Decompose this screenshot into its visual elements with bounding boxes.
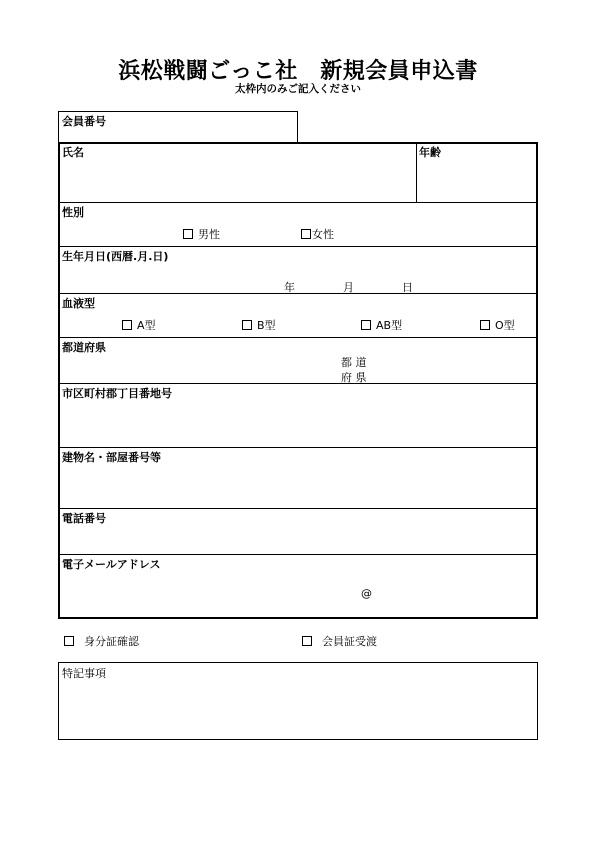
phone-field[interactable]: [60, 524, 536, 553]
city-label: 市区町村郡丁目番地号: [62, 387, 172, 400]
form-title: 浜松戦闘ごっこ社 新規会員申込書: [118, 59, 478, 84]
card-handover-option[interactable]: 会員証受渡: [302, 633, 377, 649]
building-label: 建物名・部屋番号等: [62, 451, 161, 464]
city-field[interactable]: [60, 399, 536, 446]
name-field[interactable]: [60, 144, 415, 201]
birthdate-field[interactable]: [60, 262, 536, 292]
row-divider: [59, 246, 537, 247]
prefecture-field[interactable]: [60, 352, 340, 382]
prefecture-label: 都道府県: [62, 341, 106, 354]
row-divider: [59, 293, 537, 294]
row-divider: [59, 337, 537, 338]
blood-type-o-option[interactable]: O型: [480, 317, 515, 333]
name-label: 氏名: [62, 146, 84, 159]
row-divider: [59, 508, 537, 509]
blood-type-b-option[interactable]: B型: [242, 317, 276, 333]
birthdate-day-unit: 日: [402, 281, 413, 294]
email-at-sign: @: [361, 587, 372, 600]
member-number-label: 会員番号: [62, 115, 106, 128]
checkbox-icon: [242, 320, 252, 330]
prefecture-suffix-line2: 府 県: [341, 371, 367, 384]
row-divider: [59, 202, 537, 203]
birthdate-year-unit: 年: [284, 281, 295, 294]
notes-label: 特記事項: [62, 667, 106, 680]
blood-type-a-option[interactable]: A型: [122, 317, 156, 333]
checkbox-icon: [122, 320, 132, 330]
building-field[interactable]: [60, 463, 536, 507]
gender-male-option[interactable]: 男性: [183, 226, 220, 242]
birthdate-month-unit: 月: [343, 281, 354, 294]
phone-label: 電話番号: [62, 512, 106, 525]
birthdate-label: 生年月日(西暦.月.日): [62, 250, 169, 263]
checkbox-icon: [361, 320, 371, 330]
checkbox-icon: [301, 229, 311, 239]
checkbox-icon: [183, 229, 193, 239]
blood-type-ab-option[interactable]: AB型: [361, 317, 402, 333]
checkbox-icon: [64, 636, 74, 646]
notes-box[interactable]: [58, 662, 538, 740]
row-divider: [59, 447, 537, 448]
email-field[interactable]: [60, 572, 536, 617]
age-label: 年齢: [419, 146, 441, 159]
name-age-divider: [416, 143, 417, 202]
gender-female-option[interactable]: 女性: [301, 226, 334, 242]
prefecture-suffix-line1: 都 道: [341, 356, 367, 369]
form-subtitle: 太枠内のみご記入ください: [235, 83, 361, 95]
blood-type-label: 血液型: [62, 297, 95, 310]
checkbox-icon: [480, 320, 490, 330]
checkbox-icon: [302, 636, 312, 646]
row-divider: [59, 554, 537, 555]
email-label: 電子メールアドレス: [62, 558, 161, 571]
id-check-option[interactable]: 身分証確認: [64, 633, 139, 649]
gender-label: 性別: [62, 206, 84, 219]
row-divider: [59, 383, 537, 384]
